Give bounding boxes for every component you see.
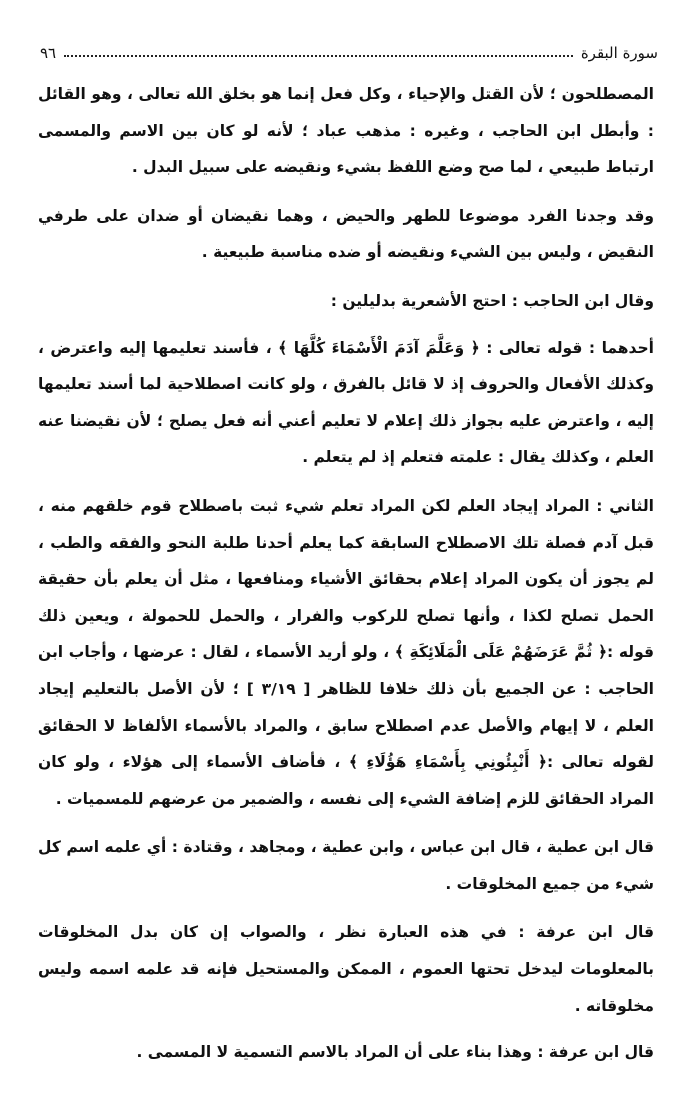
paragraph-2: وقد وجدنا الفرد موضوعا للطهر والحيض ، وهما نقيضان أو ضدان على طرفي النقيض ، وليس بين الشيء ونقيضه أو ضده مناسبة طبيعية .	[38, 206, 654, 262]
paragraph-5: الثاني : المراد إيجاد العلم لكن المراد تعلم شيء ثبت باصطلاح قوم خلقهم منه ، قبل آدم فصلة تلك الاصطلاح السابقة كما يعلم أحدنا طلبة النحو والفقه والطب ، لم يجوز أن يكون المراد إعلام بحقائق الأشياء ومنافعها ، مثل أن يعلم بأن حقيقة الحمل تصلح لكذا ، وأنها تصلح للركوب والفرار ، والحمل للحمولة ، ويعين ذلك قوله :﴿ ثُمَّ عَرَضَهُمْ عَلَى الْمَلَائِكَةِ ﴾ ، ولو أريد الأسماء ، لقال : عرضها ، وأجاب ابن الحاجب : عن الجميع بأن ذلك خلافا للظاهر [ ٣/١٩ ] ؛ لأن الأصل بالتعليم إيجاد العلم ، لا إيهام والأصل عدم اصطلاح سابق ، والمراد بالأسماء الألفاظ لا الحقائق لقوله تعالى :﴿ أَنْبِئُونِي بِأَسْمَاءِ هَؤُلَاءِ ﴾ ، فأضاف الأسماء إلى هؤلاء ، ولو كان المراد الحقائق للزم إضافة الشيء إلى نفسه ، والضمير من عرضهم للمسميات .	[38, 496, 654, 808]
paragraph-4: أحدهما : قوله تعالى : ﴿ وَعَلَّمَ آدَمَ الْأَسْمَاءَ كُلَّهَا ﴾ ، فأسند تعليمها إليه واعترض ، وكذلك الأفعال والحروف إذ لا قائل بالفرق ، ولو كانت اصطلاحية لما أسند تعليمها إليه ، واعترض عليه بجواز ذلك إعلام لا تعليم أعني أنه فعل يصلح ؛ لأن نقيضنا عنه العلم ، وكذلك يقال : علمته فتعلم إذ لم يتعلم .	[38, 338, 654, 467]
paragraph-6: قال ابن عطية ، قال ابن عباس ، وابن عطية ، ومجاهد ، وقتادة : أي علمه اسم كل شيء من جميع المخلوقات .	[38, 838, 654, 893]
page-header	[40, 36, 658, 62]
paragraph-7: قال ابن عرفة : في هذه العبارة نظر ، والصواب إن كان بدل المخلوقات بالمعلومات ليدخل تحتها العموم ، الممكن والمستحيل فإنه قد علمه اسمه وليس مخلوقاته .	[38, 923, 654, 1015]
header-dotted-rule	[64, 55, 573, 57]
paragraph-3: وقال ابن الحاجب : احتج الأشعرية بدليلين :	[330, 291, 654, 310]
page-body	[38, 76, 654, 1071]
paragraph-8: قال ابن عرفة : وهذا بناء على أن المراد بالاسم التسمية لا المسمى .	[136, 1043, 654, 1062]
paragraph-1: المصطلحون ؛ لأن القتل والإحياء ، وكل فعل إنما هو بخلق الله تعالى ، وهو القائل : وأبطل ابن الحاجب ، وغيره : مذهب عباد ؛ لأنه لو كان بين الاسم والمسمى ارتباط طبيعي ، لما صح وضع اللفظ بشيء ونقيضه على سبيل البدل .	[38, 85, 654, 177]
page-number: ٩٦	[40, 44, 57, 62]
surah-title: سورة البقرة	[580, 44, 658, 62]
